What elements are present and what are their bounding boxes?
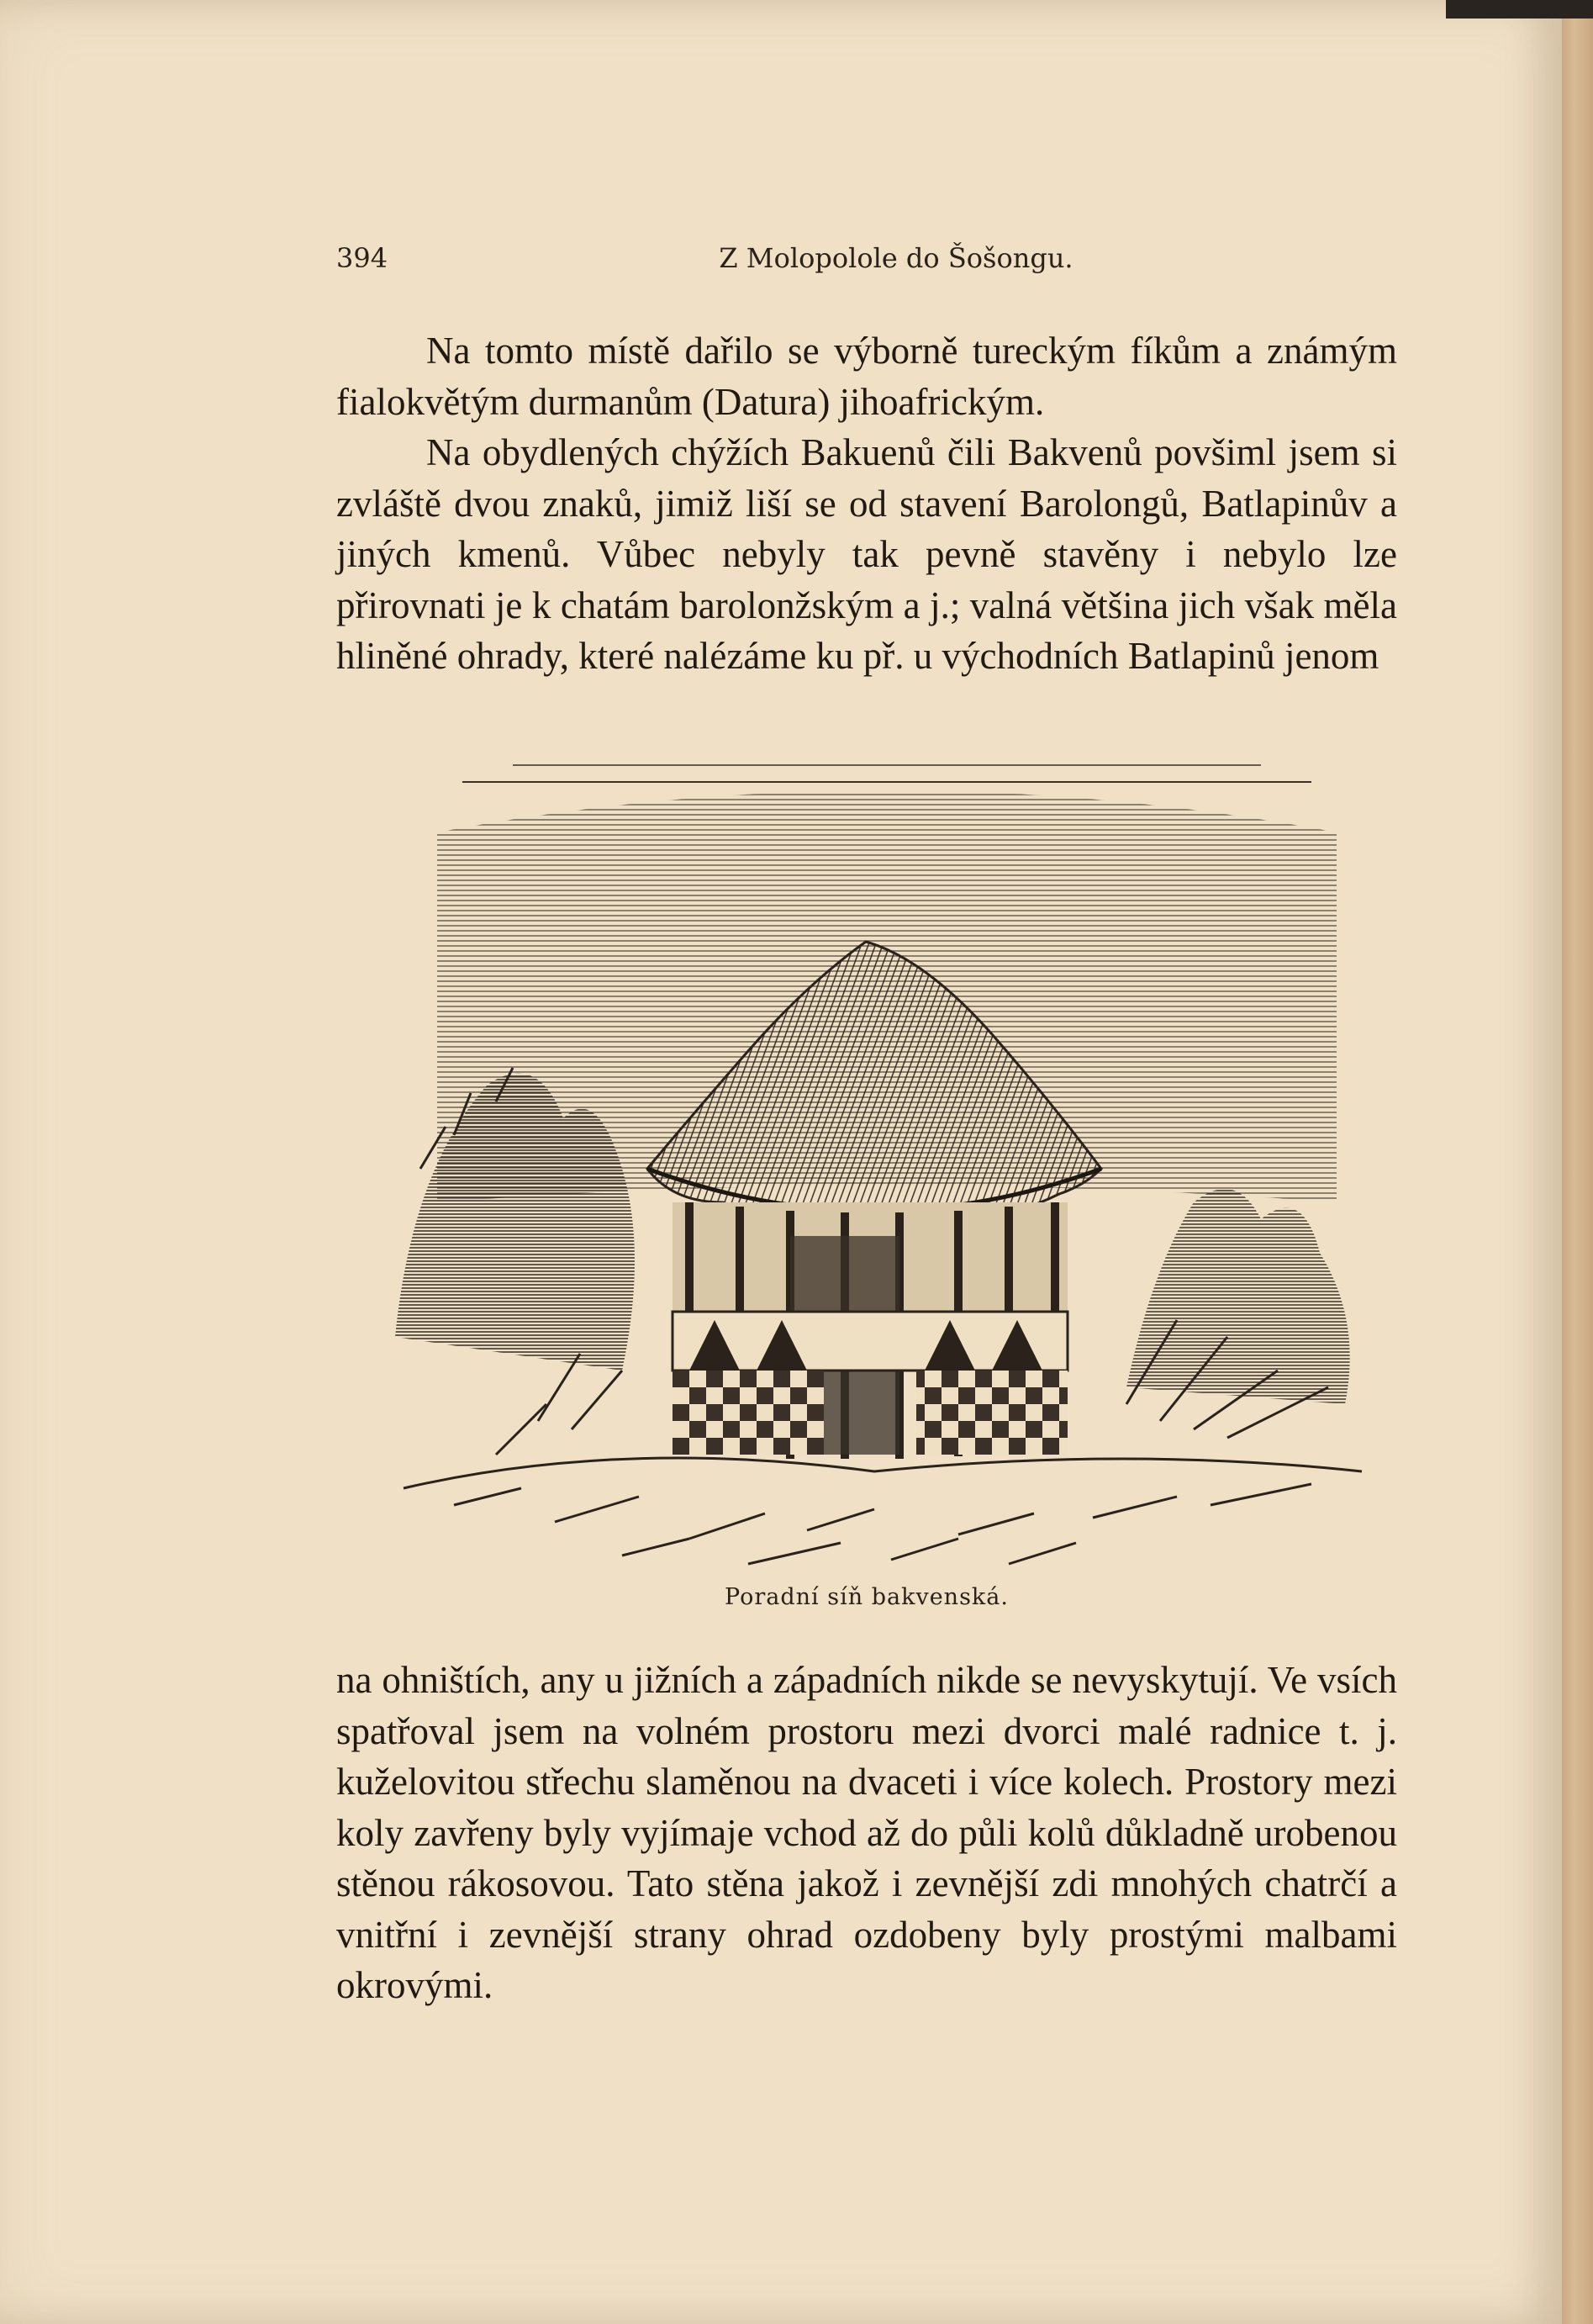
figure-caption: Poradní síň bakvenská. xyxy=(725,1584,1009,1610)
engraving-illustration-hut xyxy=(370,732,1404,1572)
page-number: 394 xyxy=(336,242,388,274)
paragraph-1: Na tomto místě dařilo se výborně tureckým fíkům a známým fialokvětým durmanům (Datura) jihoafrickým. xyxy=(336,330,1397,423)
scan-margin xyxy=(1446,0,1593,18)
paragraph-2: Na obydlených chýžích Bakuenů čili Bakvenů povšiml jsem si zvláště dvou znaků, jimiž liší se od stavení Barolongů, Batlapinův a jiných kmenů. Vůbec nebyly tak pevně stavěny i nebylo lze přirovnati je k chatám barolonžským a j.; valná většina jich však měla hliněné ohrady, které nalézáme ku př. u východních Batlapinů jenom xyxy=(336,431,1397,677)
hut-walls xyxy=(673,1202,1068,1459)
running-header xyxy=(336,235,1397,277)
paragraph-3: na ohništích, any u jižních a západních nikde se nevyskytují. Ve vsích spatřoval jsem na volném prostoru mezi dvorci malé radnice t. j. kuželovitou střechu slaměnou na dvaceti i více kolech. Prostory mezi koly zavřeny byly vyjímaje vchod až do půli kolů důkladně urobenou stěnou rákosovou. Tato stěna jakož i zevnější zdi mnohých chatrčí a vnitřní i zevnější strany ohrad ozdobeny byly prostými malbami okrovými. xyxy=(336,1659,1397,2006)
running-title: Z Molopolole do Šošongu. xyxy=(719,242,1073,274)
book-edge xyxy=(1562,0,1593,2324)
right-bush xyxy=(1126,1189,1350,1404)
